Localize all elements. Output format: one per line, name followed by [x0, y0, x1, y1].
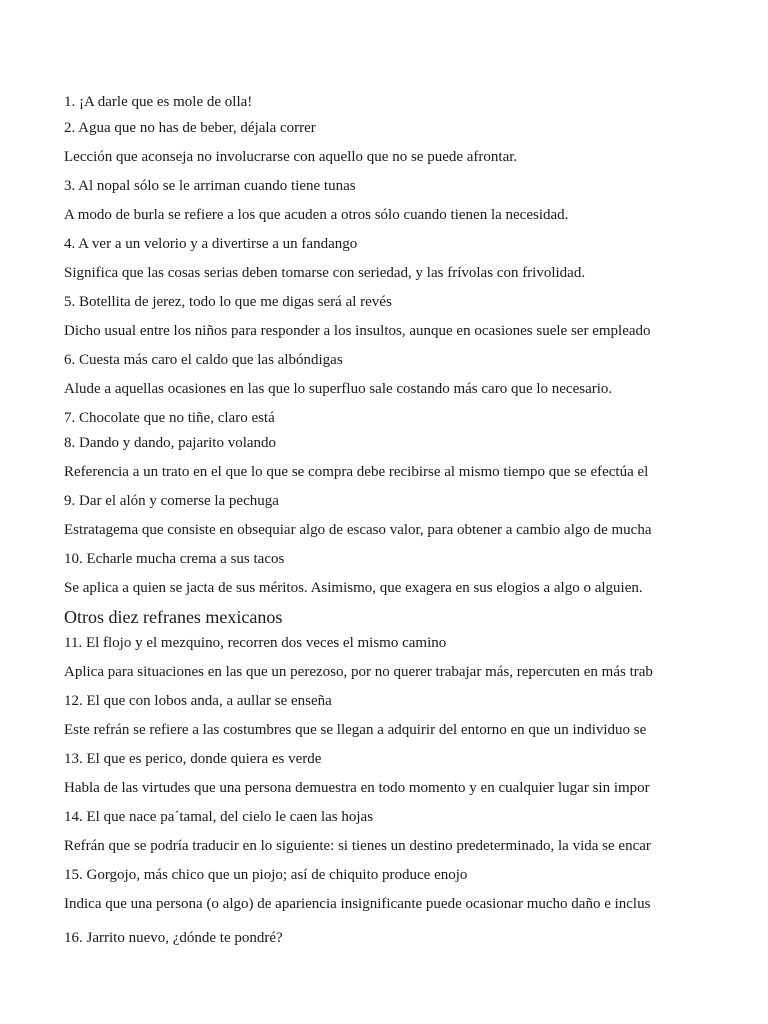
proverb-line: 3. Al nopal sólo se le arriman cuando tiene tunas [64, 178, 356, 194]
proverb-line: 7. Chocolate que no tiñe, claro está [64, 410, 275, 426]
explanation-line: Refrán que se podría traducir en lo siguiente: si tienes un destino predeterminado, la vida se encar [64, 838, 651, 854]
proverb-line: 15. Gorgojo, más chico que un piojo; así de chiquito produce enojo [64, 867, 468, 883]
explanation-line: Este refrán se refiere a las costumbres que se llegan a adquirir del entorno en que un individuo se [64, 722, 647, 738]
proverb-line: 16. Jarrito nuevo, ¿dónde te pondré? [64, 930, 283, 946]
explanation-line: Significa que las cosas serias deben tomarse con seriedad, y las frívolas con frivolidad. [64, 265, 586, 281]
proverb-line: 6. Cuesta más caro el caldo que las albóndigas [64, 352, 343, 368]
explanation-line: Referencia a un trato en el que lo que se compra debe recibirse al mismo tiempo que se efectúa el [64, 464, 649, 480]
explanation-line: Se aplica a quien se jacta de sus méritos. Asimismo, que exagera en sus elogios a algo o alguien. [64, 580, 643, 596]
proverb-line: 11. El flojo y el mezquino, recorren dos veces el mismo camino [64, 635, 447, 651]
proverb-line: 14. El que nace pa´tamal, del cielo le caen las hojas [64, 809, 374, 825]
explanation-line: Aplica para situaciones en las que un perezoso, por no querer trabajar más, repercuten en más trab [64, 664, 653, 680]
proverb-line: 1. ¡A darle que es mole de olla! [64, 94, 253, 110]
proverb-line: 13. El que es perico, donde quiera es verde [64, 751, 322, 767]
proverb-line: 9. Dar el alón y comerse la pechuga [64, 493, 279, 509]
explanation-line: Alude a aquellas ocasiones en las que lo superfluo sale costando más caro que lo necesario. [64, 381, 613, 397]
explanation-line: Habla de las virtudes que una persona demuestra en todo momento y en cualquier lugar sin impor [64, 780, 650, 796]
explanation-line: Indica que una persona (o algo) de apariencia insignificante puede ocasionar mucho daño e inclus [64, 896, 651, 912]
proverb-line: 8. Dando y dando, pajarito volando [64, 435, 277, 451]
proverb-line: 12. El que con lobos anda, a aullar se enseña [64, 693, 332, 709]
explanation-line: Estratagema que consiste en obsequiar algo de escaso valor, para obtener a cambio algo de mucha [64, 522, 652, 538]
proverb-line: 4. A ver a un velorio y a divertirse a un fandango [64, 236, 358, 252]
proverb-line: 10. Echarle mucha crema a sus tacos [64, 551, 285, 567]
section-heading: Otros diez refranes mexicanos [64, 607, 283, 627]
explanation-line: A modo de burla se refiere a los que acuden a otros sólo cuando tienen la necesidad. [64, 207, 569, 223]
explanation-line: Lección que aconseja no involucrarse con aquello que no se puede afrontar. [64, 149, 518, 165]
explanation-line: Dicho usual entre los niños para responder a los insultos, aunque en ocasiones suele ser empleado [64, 323, 651, 339]
proverb-line: 5. Botellita de jerez, todo lo que me digas será al revés [64, 294, 392, 310]
proverb-line: 2. Agua que no has de beber, déjala correr [64, 120, 316, 136]
